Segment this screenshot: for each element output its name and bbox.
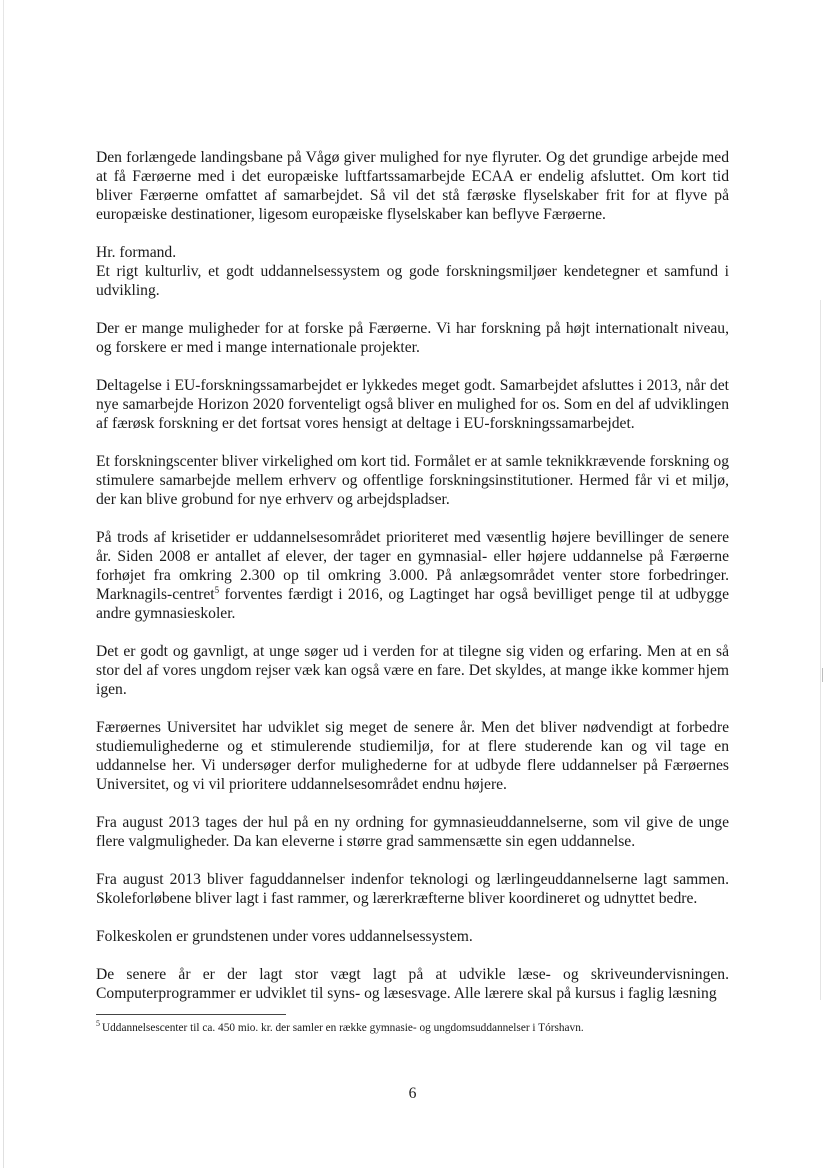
scan-edge-left	[3, 0, 4, 1168]
paragraph-research-opportunities: Der er mange muligheder for at forske på Færøerne. Vi har forskning på højt internationalt niveau, og forskere er med i mange internationale projekter.	[96, 320, 729, 356]
paragraph-primary-school: Folkeskolen er grundstenen under vores uddannelsessystem.	[96, 928, 473, 945]
paragraph-youth-abroad: Det er godt og gavnligt, at unge søger ud i verden for at tilegne sig viden og erfaring. Men at en så stor del af vores ungdom rejser væk kan også være en fare. Det skyldes, at mange ikke kommer hjem igen.	[96, 643, 729, 698]
paragraph-education-funding-text: På trods af krisetider er uddannelsesområdet prioriteret med væsentlig højere bevillinger de senere år. Siden 2008 er antallet af elever, der tager en gymnasial- eller højere uddannelse på Færøerne forhøjet fra omkring 2.300 op til omkring 3.000. På anlægsområdet venter store forbedringer. Marknagils-centret	[96, 529, 729, 603]
paragraph-vocational-merge: Fra august 2013 bliver faguddannelser indenfor teknologi og lærlingeuddannelserne lagt sammen. Skoleforløbene bliver lagt i fast rammer, og lærerkræfterne bliver koordineret og udnyttet bedre.	[96, 871, 729, 907]
paragraph-literacy: De senere år er der lagt stor vægt lagt på at udvikle læse- og skriveundervisningen. Computerprogrammer er udviklet til syns- og læsesvage. Alle lærere skal på kursus i faglig læsning	[96, 966, 729, 1002]
paragraph-gymnasium-reform: Fra august 2013 tages der hul på en ny ordning for gymnasieuddannelserne, som vil give de unge flere valgmuligheder. Da kan eleverne i større grad sammensætte sin egen uddannelse.	[96, 814, 729, 850]
paragraph-education-funding-text-end: forventes færdigt i 2016, og Lagtinget har også bevilliget penge til at udbygge andre gymnasieskoler.	[96, 586, 729, 622]
paragraph-research-center: Et forskningscenter bliver virkelighed om kort tid. Formålet er at samle teknikkrævende forskning og stimulere samarbejde mellem erhverv og offentlige forskningsinstitutioner. Hermed får vi et miljø, der kan blive grobund for nye erhverv og arbejdspladser.	[96, 453, 729, 508]
paragraph-culture: Et rigt kulturliv, et godt uddannelsessystem og gode forskningsmiljøer kendetegner et samfund i udvikling.	[96, 263, 729, 299]
footnote-marker: 5	[96, 1019, 100, 1028]
paragraph-eu-research: Deltagelse i EU-forskningssamarbejdet er lykkedes meget godt. Samarbejdet afsluttes i 2013, når det nye samarbejde Horizon 2020 forventeligt også bliver en mulighed for os. Som en del af udviklingen af færøsk forskning er det fortsat vores hensigt at deltage i EU-forskningssamarbejdet.	[96, 377, 729, 432]
page-number: 6	[408, 1085, 417, 1102]
footnote-divider	[96, 1014, 286, 1015]
footnote-reference: 5	[214, 585, 220, 595]
paragraph-education-funding	[96, 528, 729, 623]
scan-edge-right	[820, 300, 821, 1000]
document-body	[96, 148, 729, 1022]
scan-margin-mark	[822, 668, 823, 682]
salutation: Hr. formand.	[96, 244, 177, 261]
paragraph-university: Færøernes Universitet har udviklet sig meget de senere år. Men det bliver nødvendigt at forbedre studiemulighederne og et stimulerende studiemiljø, for at flere studerende kan og vil tage en uddannelse her. Vi undersøger derfor mulighederne for at udbyde flere uddannelser på Færøernes Universitet, og vi vil prioritere uddannelsesområdet endnu højere.	[96, 719, 729, 793]
footnote	[96, 1021, 736, 1035]
footnote-text: Uddannelsescenter til ca. 450 mio. kr. der samler en række gymnasie- og ungdomsuddannelser i Tórshavn.	[102, 1022, 584, 1034]
paragraph-airport: Den forlængede landingsbane på Vågø giver mulighed for nye flyruter. Og det grundige arbejde med at få Færøerne med i det europæiske luftfartssamarbejde ECAA er endelig afsluttet. Om kort tid bliver Færøerne omfattet af samarbejdet. Så vil det stå færøske flyselskaber frit for at flyve på europæiske destinationer, ligesom europæiske flyselskaber kan beflyve Færøerne.	[96, 149, 729, 223]
